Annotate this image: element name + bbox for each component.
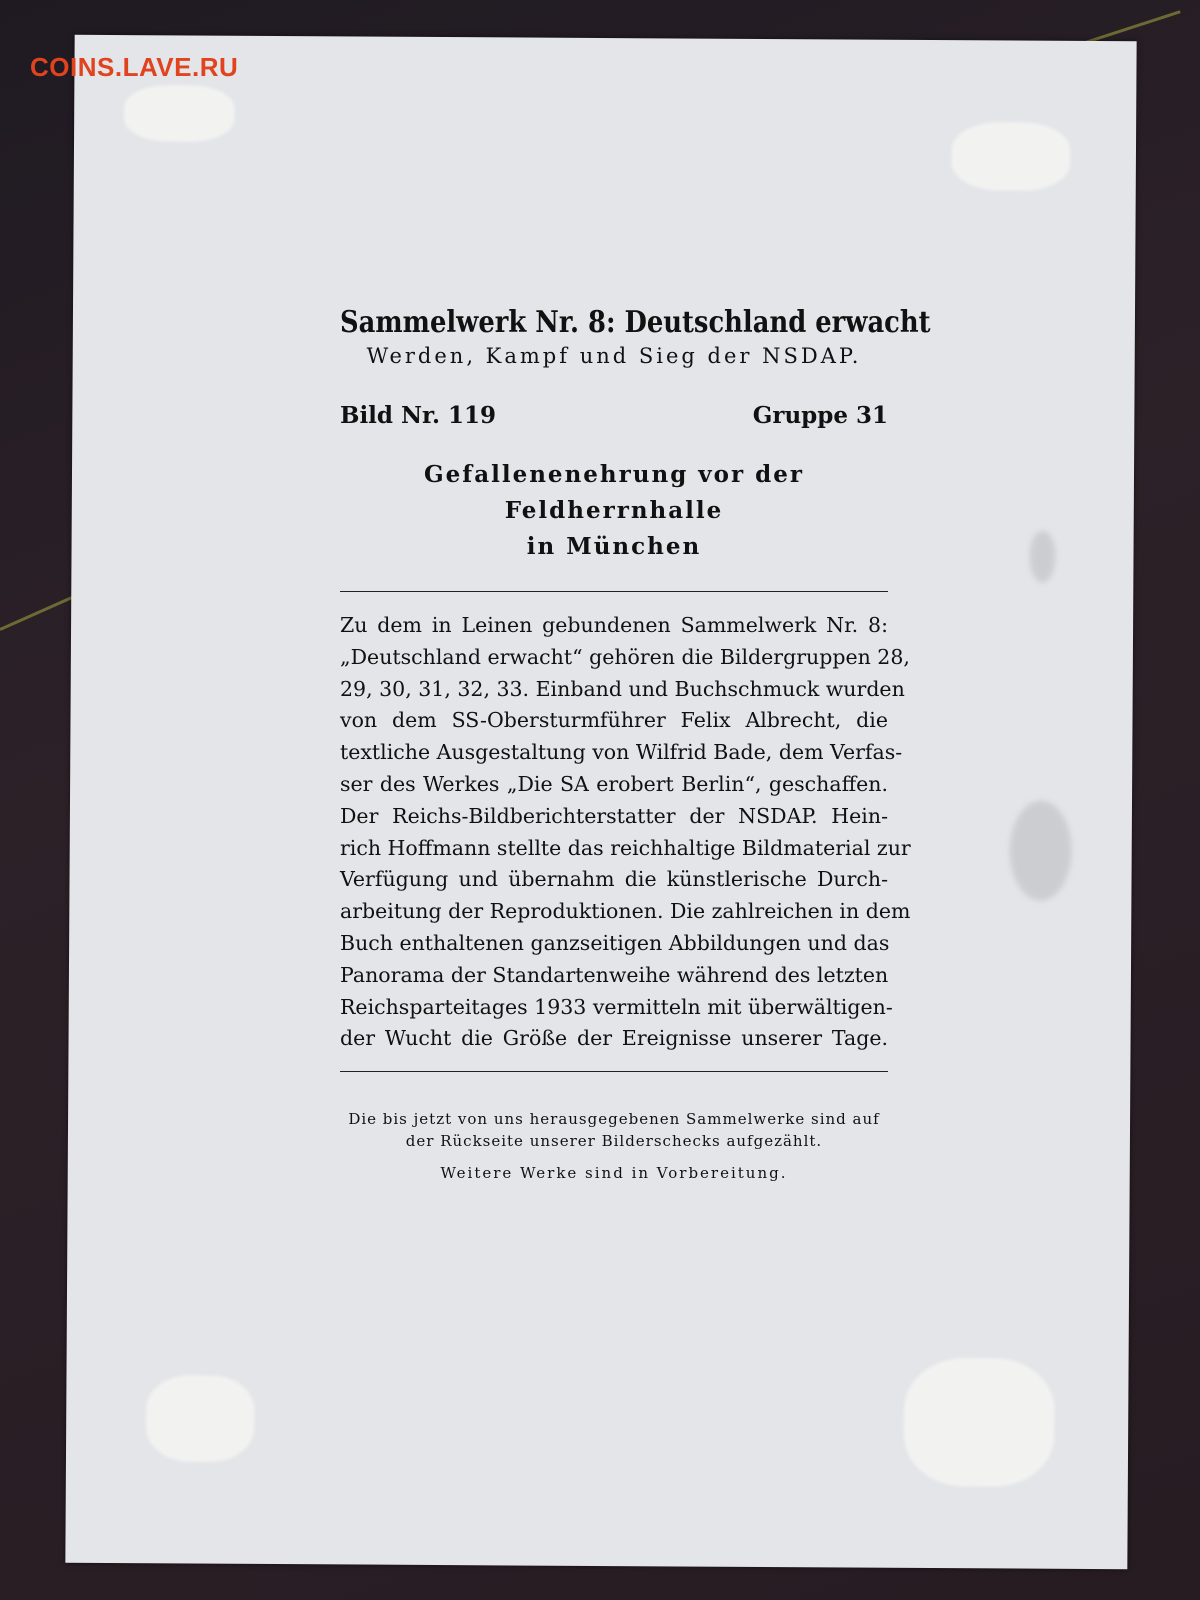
picture-title-line: Gefallenenehrung vor der Feldherrnhalle: [424, 461, 804, 524]
body-line: Panorama der Standartenweihe während des letzten: [340, 962, 889, 987]
footer-note: [340, 1108, 888, 1152]
picture-meta-row: [340, 388, 888, 429]
tape-remnant: [904, 1358, 1055, 1487]
footer-line: der Rückseite unserer Bilderschecks aufgezählt.: [405, 1132, 823, 1151]
body-line: Reichsparteitages 1933 vermitteln mit überwältigen-: [340, 994, 893, 1019]
footer-line: Die bis jetzt von uns herausgegebenen Sammelwerke sind auf: [348, 1110, 880, 1129]
group-label: Gruppe 31: [752, 402, 888, 429]
body-line: Verfügung und übernahm die künstlerische Durch-: [340, 867, 888, 892]
picture-title-line: in München: [526, 533, 702, 560]
divider-bottom: [340, 1071, 888, 1072]
tape-remnant: [952, 122, 1070, 191]
body-line: arbeitung der Reproduktionen. Die zahlreichen in dem: [340, 899, 911, 924]
body-line: von dem SS-Obersturmführer Felix Albrecht, die: [340, 708, 888, 733]
body-line: „Deutschland erwacht“ gehören die Bildergruppen 28,: [340, 644, 910, 669]
series-subtitle: Werden, Kampf und Sieg der NSDAP.: [366, 344, 862, 368]
body-line: Buch enthaltenen ganzseitigen Abbildungen und das: [340, 930, 890, 955]
body-line: 29, 30, 31, 32, 33. Einband und Buchschmuck wurden: [340, 676, 905, 701]
body-line: rich Hoffmann stellte das reichhaltige Bildmaterial zur: [340, 835, 911, 860]
tape-remnant: [146, 1375, 255, 1462]
tape-remnant: [124, 85, 234, 142]
picture-title: [340, 457, 888, 565]
body-line: ser des Werkes „Die SA erobert Berlin“, geschaffen.: [340, 771, 888, 796]
body-line: Der Reichs-Bildberichterstatter der NSDAP. Hein-: [340, 803, 888, 828]
divider-top: [340, 591, 888, 592]
body-line: Zu dem in Leinen gebundenen Sammelwerk Nr. 8:: [340, 613, 888, 637]
body-line: textliche Ausgestaltung von Wilfrid Bade, dem Verfas-: [340, 740, 903, 765]
paper-smudge: [1029, 531, 1055, 583]
picture-number: Bild Nr. 119: [340, 402, 497, 429]
watermark-text: COINS.LAVE.RU: [30, 52, 239, 82]
body-paragraph: [340, 610, 911, 1055]
paper-smudge: [1009, 800, 1072, 900]
body-line: der Wucht die Größe der Ereignisse unserer Tage.: [340, 1026, 888, 1051]
document-text-block: [340, 305, 931, 1183]
series-title: Sammelwerk Nr. 8: Deutschland erwacht: [340, 305, 931, 340]
footer-more: Weitere Werke sind in Vorbereitung.: [440, 1164, 788, 1183]
